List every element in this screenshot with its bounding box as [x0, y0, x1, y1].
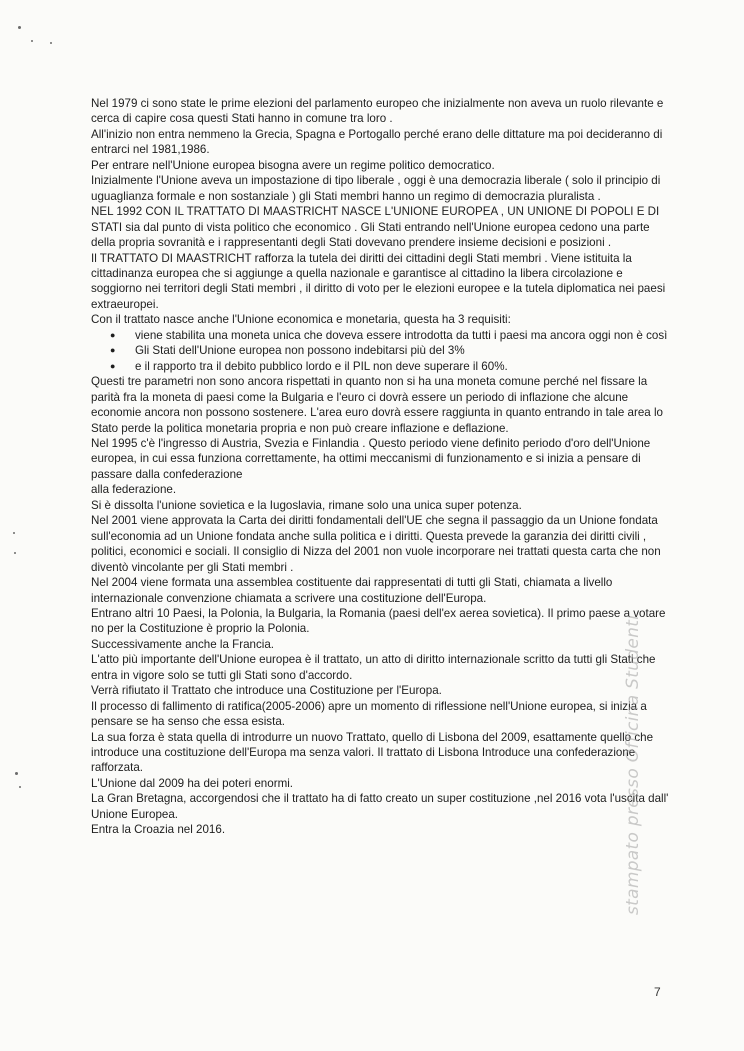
- requisiti-list: [91, 328, 673, 374]
- paragraph: Nel 1979 ci sono state le prime elezioni del parlamento europeo che inizialmente non aveva un ruolo rilevante e cerca di capire cosa questi Stati hanno in comune tra loro .: [91, 97, 664, 126]
- paragraph: Questi tre parametri non sono ancora rispettati in quanto non si ha una moneta comune perché nel fissare la parità fra la moneta di paesi come la Bulgaria e l'euro ci dovrà essere un periodo di inflazione che alcune economie ancora non possono sostenere. L'area euro dovrà essere raggiunta in quanto entrando in tale area lo Stato perde la politica monetaria propria e non può creare inflazione e deflazione.: [91, 375, 663, 435]
- paragraph: alla federazione.: [91, 483, 177, 497]
- paragraph: All'inizio non entra nemmeno la Grecia, Spagna e Portogallo perché erano delle dittature ma poi decideranno di entrarci nel 1981,1986.: [91, 127, 663, 157]
- paragraph: NEL 1992 CON IL TRATTATO DI MAASTRICHT NASCE L'UNIONE EUROPEA , UN UNIONE DI POPOLI E DI STATI sia dal punto di vista politico che economico . Gli Stati entrando nell'Unione europea cedono una parte della propria sovranità e i rappresentanti degli Stati dovevano prendere insieme decisioni e posizioni .: [91, 205, 660, 250]
- list-item: ● Gli Stati dell'Unione europea non possono indebitarsi più del 3%: [91, 343, 673, 358]
- page-number: 7: [654, 985, 661, 999]
- scan-speck: [31, 40, 33, 42]
- scan-speck: [15, 772, 18, 775]
- scan-speck: [13, 532, 15, 534]
- paragraph: Per entrare nell'Unione europea bisogna avere un regime politico democratico.: [91, 158, 495, 172]
- list-item: ● viene stabilita una moneta unica che doveva essere introdotta da tutti i paesi ma ancora oggi non è così: [91, 328, 673, 343]
- print-watermark: stampato presso Officina Studenti: [623, 614, 643, 915]
- paragraph: La Gran Bretagna, accorgendosi che il trattato ha di fatto creato un super costituzione ,nel 2016 vota l'uscita dall' Unione Europea.: [91, 792, 669, 821]
- paragraph: Nel 1995 c'è l'ingresso di Austria, Svezia e Finlandia . Questo periodo viene definito periodo d'oro dell'Unione europea, in cui essa funziona correttamente, ha ottimi meccanismi di funzionamento e si inizia a pensare di passare dalla confederazione: [91, 436, 651, 481]
- body-text: [91, 96, 673, 838]
- paragraph: Con il trattato nasce anche l'Unione economica e monetaria, questa ha 3 requisiti:: [91, 313, 511, 327]
- paragraph: Entrano altri 10 Paesi, la Polonia, la Bulgaria, la Romania (paesi dell'ex aerea sovietica). Il primo paese a votare no per la Costituzione è proprio la Polonia.: [91, 606, 666, 636]
- paragraph: Verrà rifiutato il Trattato che introduce una Costituzione per l'Europa.: [91, 684, 442, 698]
- paragraph: Entra la Croazia nel 2016.: [91, 823, 226, 837]
- scan-speck: [18, 26, 21, 29]
- paragraph: Il processo di fallimento di ratifica(2005-2006) apre un momento di riflessione nell'Unione europea, si inizia a pensare se ha senso che essa esista.: [91, 699, 647, 729]
- paragraph: Inizialmente l'Unione aveva un impostazione di tipo liberale , oggi è una democrazia liberale ( solo il principio di uguaglianza formale e non sostanziale ) gli Stati membri hanno un regimo di democrazia pluralista .: [91, 174, 661, 203]
- paragraph: Nel 2004 viene formata una assemblea costituente dai rappresentati di tutti gli Stati, chiamata a livello internazionale convenzione chiamata a scrivere una costituzione dell'Europa.: [91, 576, 613, 605]
- paragraph: Successivamente anche la Francia.: [91, 637, 275, 651]
- scan-speck: [19, 786, 21, 788]
- paragraph: Nel 2001 viene approvata la Carta dei diritti fondamentali dell'UE che segna il passaggio da un Unione fondata sull'economia ad un Unione fondata anche sulla politica e i diritti. Questa prevede la garanzia dei diritti civili , politici, economici e sociali. Il consiglio di Nizza del 2001 non vuole incorporare nei trattati questa carta che non diventò vincolante per gli Stati membri .: [91, 514, 661, 574]
- paragraph: Si è dissolta l'unione sovietica e la Iugoslavia, rimane solo una unica super potenza.: [91, 498, 522, 512]
- paragraph: L'atto più importante dell'Unione europea è il trattato, un atto di diritto internazionale scritto da tutti gli Stati che entra in vigore solo se tutti gli Stati sono d'accordo.: [91, 653, 656, 682]
- scan-speck: [50, 42, 52, 44]
- paragraph: L'Unione dal 2009 ha dei poteri enormi.: [91, 776, 294, 790]
- paragraph: Il TRATTATO DI MAASTRICHT rafforza la tutela dei diritti dei cittadini degli Stati membri . Viene istituita la cittadinanza europea che si aggiunge a quella nazionale e garantisce al cittadino la libera circolazione e soggiorno nei territori degli Stati membri , il diritto di voto per le elezioni europee e la tutela diplomatica nei paesi extraeuropei.: [91, 251, 666, 311]
- list-item: ● e il rapporto tra il debito pubblico lordo e il PIL non deve superare il 60%.: [91, 359, 673, 374]
- paragraph: La sua forza è stata quella di introdurre un nuovo Trattato, quello di Lisbona del 2009, esattamente quello che introduce una costituzione dell'Europa ma senza valori. Il trattato di Lisbona Introduce una confederazione rafforzata.: [91, 730, 654, 775]
- scan-speck: [14, 552, 16, 554]
